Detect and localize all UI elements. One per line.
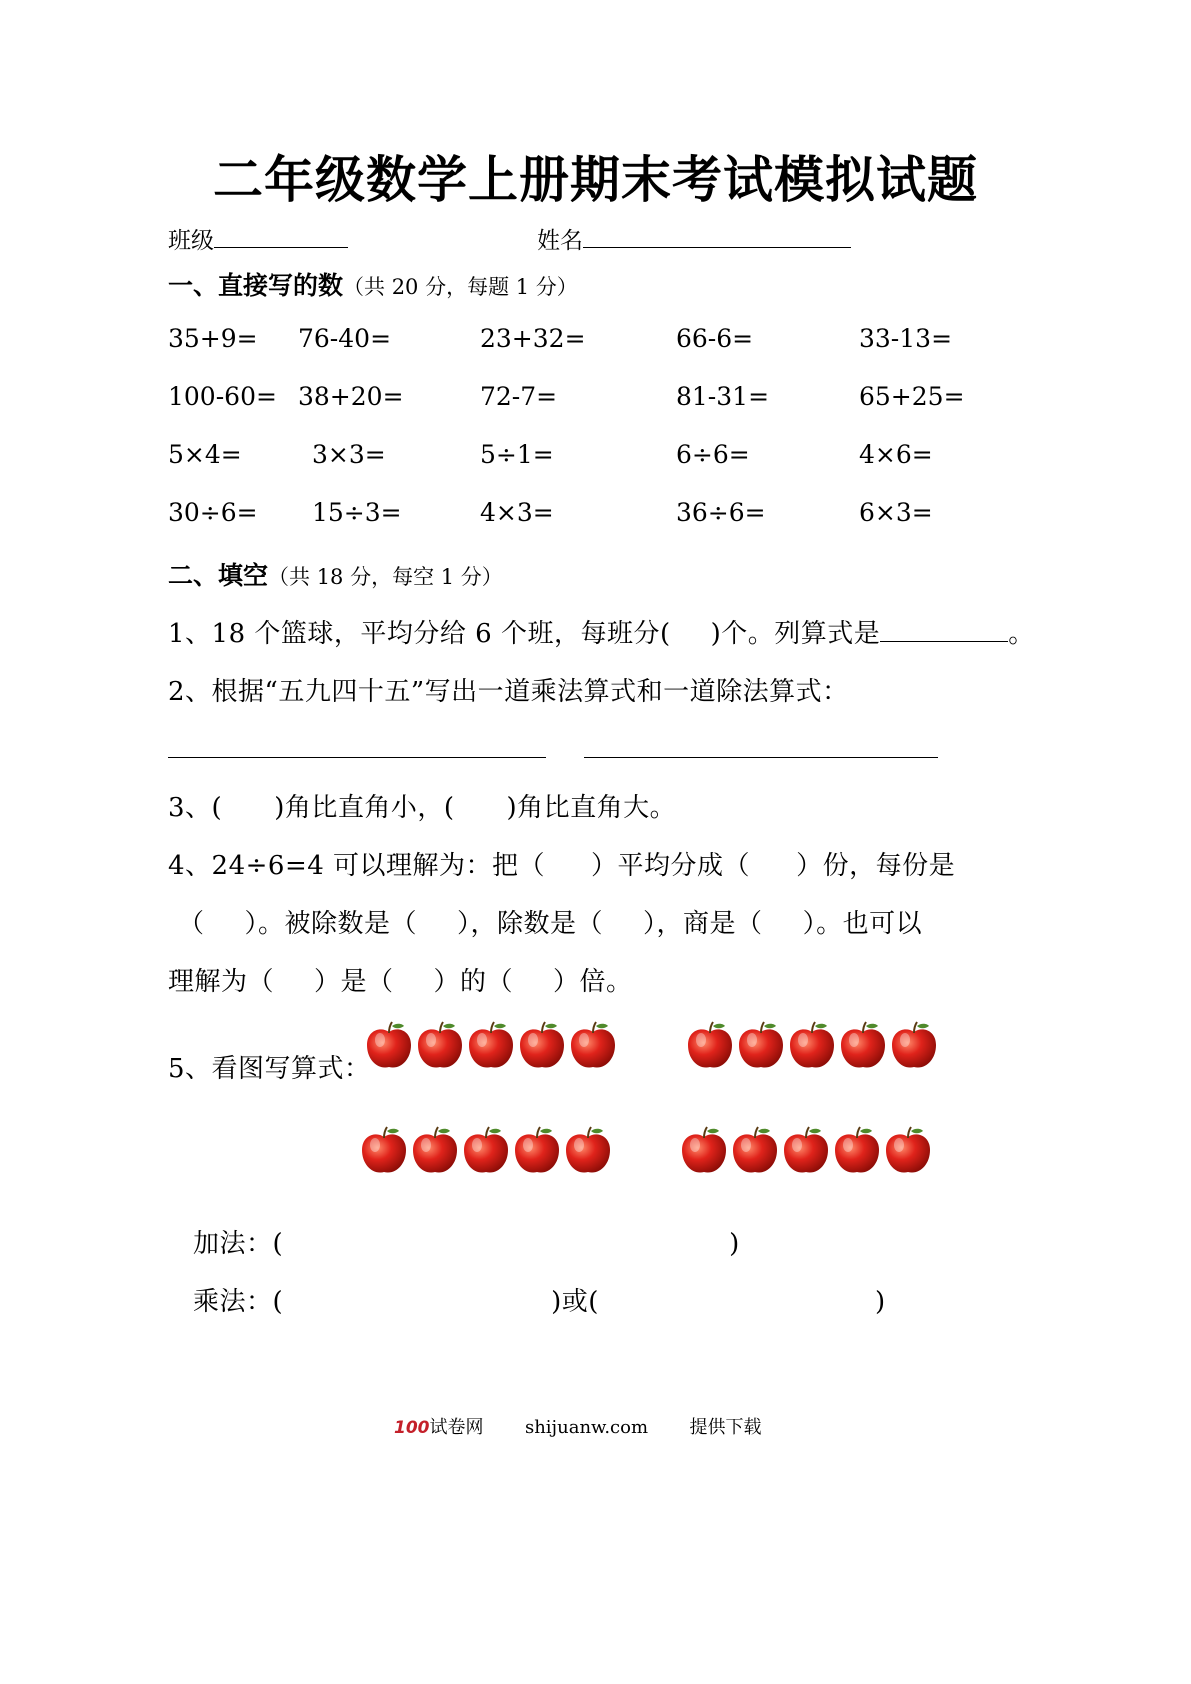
- apple-icon: [409, 1125, 461, 1177]
- apple-icon: [460, 1125, 512, 1177]
- calc-item: 76-40=: [298, 324, 392, 353]
- calc-item: 6÷6=: [676, 440, 750, 469]
- apple-icon: [414, 1020, 466, 1072]
- apple-icon: [465, 1020, 517, 1072]
- q3-text-c: )角比直角大。: [506, 793, 677, 823]
- q2-answer-line-2[interactable]: [584, 757, 938, 758]
- calc-item: 5×4=: [168, 440, 242, 469]
- section2-note: （共 18 分，每空 1 分）: [268, 565, 503, 589]
- calc-item: 72-7=: [480, 382, 558, 411]
- calc-item: 4×3=: [480, 498, 554, 527]
- q1-text-c: 。: [1008, 619, 1035, 649]
- page-title: 二年级数学上册期末考试模拟试题: [213, 151, 978, 209]
- q4-text: ），除数是（: [457, 909, 604, 939]
- calc-item: 66-6=: [676, 324, 754, 353]
- q4-text: ）份，每份是: [796, 851, 956, 881]
- class-label: 班级: [168, 228, 214, 254]
- calc-item: 100-60=: [168, 382, 277, 411]
- q4-text: ）倍。: [553, 967, 633, 997]
- apple-icon: [567, 1020, 619, 1072]
- question-3: [168, 787, 676, 824]
- footer-brand: 试卷网: [429, 1417, 484, 1438]
- class-blank[interactable]: [214, 225, 348, 248]
- calc-item: 3×3=: [312, 440, 386, 469]
- calc-item: 81-31=: [676, 382, 770, 411]
- apple-icon: [729, 1125, 781, 1177]
- logo-100: 100: [394, 1418, 430, 1438]
- section1-note: （共 20 分，每题 1 分）: [343, 275, 578, 299]
- q3-text-b: )角比直角小，(: [274, 793, 455, 823]
- section1-title: 一、直接写的数: [168, 271, 344, 300]
- multiplication-close: ): [874, 1287, 886, 1317]
- q2-answer-line-1[interactable]: [168, 757, 546, 758]
- apple-icon: [562, 1125, 614, 1177]
- q4-text: ）是（: [314, 967, 394, 997]
- addition-label: 加法：(: [193, 1229, 284, 1259]
- apple-icon: [511, 1125, 563, 1177]
- name-label: 姓名: [537, 228, 583, 254]
- calc-item: 38+20=: [298, 382, 404, 411]
- q4-text: ），商是（: [643, 909, 763, 939]
- q4-text: 4、24÷6=4 可以理解为：把（: [168, 851, 546, 881]
- calc-item: 30÷6=: [168, 498, 258, 527]
- apple-icon: [831, 1125, 883, 1177]
- multiplication-label: 乘法：(: [193, 1287, 284, 1317]
- question-2: 2、根据“五九四十五”写出一道乘法算式和一道除法算式：: [168, 677, 849, 707]
- q1-blank-2[interactable]: [880, 619, 1008, 642]
- footer-provide: 提供下载: [689, 1417, 762, 1438]
- apple-icon: [678, 1125, 730, 1177]
- apple-icon: [358, 1125, 410, 1177]
- apple-icon: [882, 1125, 934, 1177]
- apple-icon: [888, 1020, 940, 1072]
- q1-text-a: 1、18 个篮球，平均分给 6 个班，每班分(: [168, 619, 671, 649]
- name-blank[interactable]: [583, 225, 851, 248]
- question-5-addition: [193, 1223, 740, 1260]
- addition-close: ): [729, 1229, 740, 1259]
- question-4-line-1: [168, 845, 955, 882]
- apple-icon: [735, 1020, 787, 1072]
- question-5-label: 5、看图写算式：: [168, 1054, 371, 1084]
- calc-item: 33-13=: [859, 324, 953, 353]
- q4-text: ）平均分成（: [591, 851, 751, 881]
- apple-icon: [363, 1020, 415, 1072]
- apple-icon: [837, 1020, 889, 1072]
- apple-icon: [786, 1020, 838, 1072]
- q4-text: （: [178, 909, 205, 939]
- calc-item: 36÷6=: [676, 498, 766, 527]
- calc-item: 23+32=: [480, 324, 586, 353]
- q4-text: ）。也可以: [802, 909, 923, 939]
- calc-item: 5÷1=: [480, 440, 554, 469]
- apple-icon: [516, 1020, 568, 1072]
- question-5-multiplication: [193, 1281, 886, 1318]
- calc-item: 6×3=: [859, 498, 933, 527]
- section2-heading: [168, 556, 503, 592]
- section2-title: 二、填空: [168, 561, 269, 590]
- q4-text: ）的（: [433, 967, 514, 997]
- question-1: [168, 613, 1035, 650]
- q4-text: 理解为（: [168, 967, 275, 997]
- section1-heading: [168, 266, 578, 302]
- multiplication-or: )或(: [551, 1287, 599, 1317]
- calc-item: 4×6=: [859, 440, 933, 469]
- apple-icon: [684, 1020, 736, 1072]
- question-4-line-3: [168, 961, 633, 998]
- q3-text-a: 3、(: [168, 793, 223, 823]
- calc-item: 15÷3=: [312, 498, 402, 527]
- apple-icon: [780, 1125, 832, 1177]
- question-4-line-2: [178, 903, 922, 940]
- calc-item: 65+25=: [859, 382, 965, 411]
- q4-text: ）。被除数是（: [244, 909, 418, 939]
- class-field: [168, 222, 348, 255]
- footer-site[interactable]: shijuanw.com: [524, 1417, 649, 1438]
- q1-text-b: )个。列算式是: [710, 619, 881, 649]
- name-field: [537, 222, 851, 255]
- calc-item: 35+9=: [168, 324, 258, 353]
- footer: [394, 1413, 762, 1439]
